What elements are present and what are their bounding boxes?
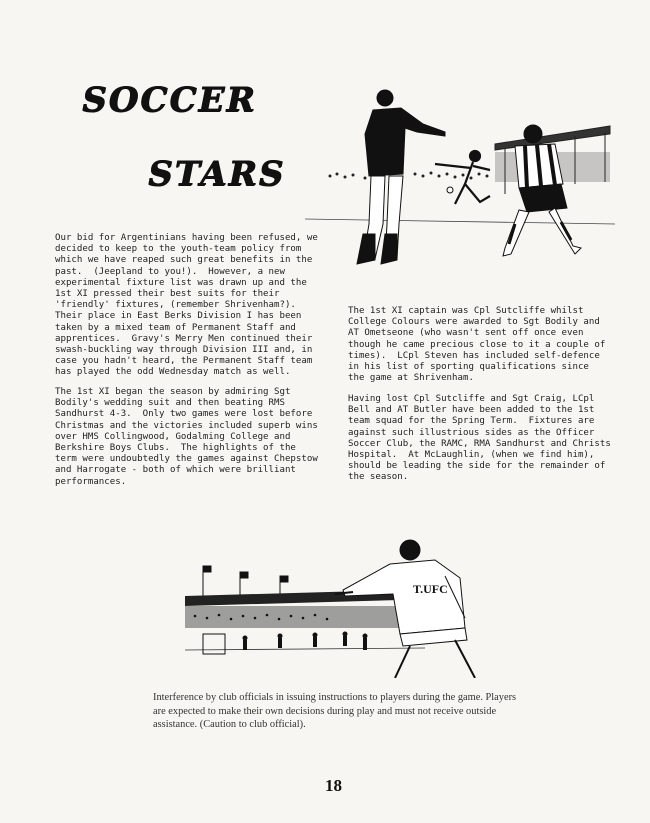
page-number: 18 [325, 776, 342, 795]
illustration-caption: Interference by club officials in issuing instructions to players during the game. Players are expected to make their own decisions during play and must not receive outside assistance. (Caution to club official). [153, 692, 517, 730]
title-soccer: SOCCER [82, 80, 257, 120]
referee-illustration [305, 84, 615, 274]
title-stars: STARS [148, 154, 286, 194]
body-paragraph-3: The 1st XI captain was Cpl Sutcliffe whilst College Colours were awarded to Sgt Bodily and AT Ometseone (who wasn't sent off once even though he came precious close to it a couple of times). LCpl Steven has included self-defence in his list of sporting qualifications since the game at Shrivenham. [348, 306, 606, 384]
body-paragraph-2: The 1st XI began the season by admiring Sgt Bodily's wedding suit and then beating RMS Sandhurst 4-3. Only two games were lost before Christmas and the victories included superb wins over HMS Collingwood, Godalming College and Berkshire Boys Clubs. The highlights of the term were undoubtedly the games against Chepstow and Harrogate - both of which were brilliant performances. [55, 387, 318, 487]
body-paragraph-4: Having lost Cpl Sutcliffe and Sgt Craig, LCpl Bell and AT Butler have been added to the 1st team squad for the Spring Term. Fixtures are against such illustrious sides as the Officer Soccer Club, the RAMC, RMA Sandhurst and Christs Hospital. At McLaughlin, (when we find him), should be leading the side for the remainder of the season. [348, 394, 611, 483]
body-paragraph-1: Our bid for Argentinians having been refused, we decided to keep to the youth-team policy from which we have reaped such great benefits in the past. (Jeepland to you!). However, a new experimental fixture list was drawn up and the 1st XI pressed their best suits for their 'friendly' fixtures, (remember Shrivenham?). Their place in East Berks Division I has been taken by a mixed team of Permanent Staff and apprentices. Gravy's Merry Men continued their swash-buckling way through Division III and, in case you hadn't heard, the Permanent Staff team has played the odd Wednesday match as well. [55, 233, 318, 378]
shirt-lettering: T.UFC [413, 582, 448, 596]
club-official-illustration [185, 538, 485, 678]
